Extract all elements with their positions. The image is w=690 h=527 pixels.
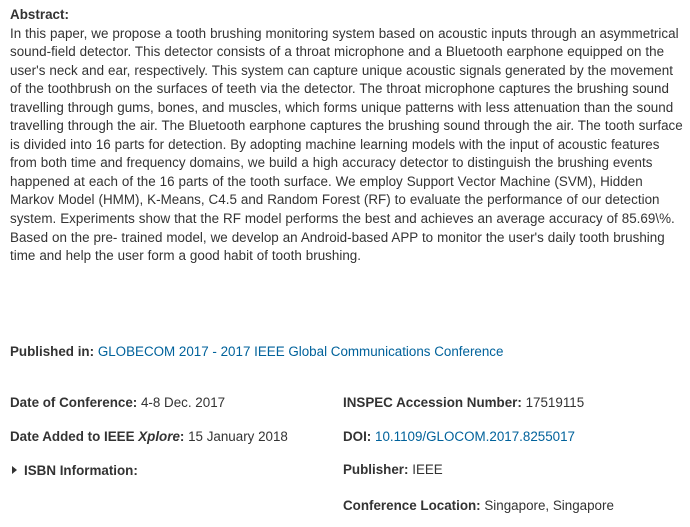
publisher-row [343, 462, 443, 477]
abstract-text: In this paper, we propose a tooth brushing monitoring system based on acoustic inputs through an asymmetrical sound-field detector. This detector consists of a throat microphone and a Bluetooth earphone equipped on the user's neck and ear, respectively. This system can capture unique acoustic signals generated by the movement of the toothbrush on the surfaces of teeth via the detector. The throat microphone captures the brushing sound travelling through gums, bones, and muscles, which forms unique patterns with less attenuation than the sound travelling through the air. The Bluetooth earphone captures the brushing sound through the air. The tooth surface is divided into 16 parts for detection. By adopting machine learning models with the input of acoustic features from both time and frequency domains, we build a high accuracy detector to distinguish the brushing events happened at each of the 16 parts of the tooth surface. We employ Support Vector Machine (SVM), Hidden Markov Model (HMM), K-Means, C4.5 and Random Forest (RF) to evaluate the performance of our detection system. Experiments show that the RF model performs the best and achieves an average accuracy of 85.69\%. Based on the pre- trained model, we develop an Android-based APP to monitor the user's daily tooth brushing time and help the user form a good habit of tooth brushing. [10, 25, 683, 264]
isbn-toggle[interactable] [10, 463, 138, 478]
doi-link[interactable]: 10.1109/GLOCOM.2017.8255017 [375, 429, 576, 444]
inspec-row [343, 395, 584, 410]
conference-location-label: Conference Location: [343, 498, 481, 513]
published-in-label: Published in: [10, 344, 95, 359]
date-added-label: Date Added to IEEE Xplore: [10, 429, 185, 444]
publisher-value: IEEE [412, 462, 443, 477]
conference-location-row [343, 498, 614, 513]
date-added-value: 15 January 2018 [188, 429, 288, 444]
doi-row [343, 429, 575, 444]
inspec-value: 17519115 [525, 395, 585, 410]
publisher-label: Publisher: [343, 462, 409, 477]
caret-right-icon[interactable] [12, 466, 17, 474]
date-of-conference-label: Date of Conference: [10, 395, 138, 410]
date-of-conference-row [10, 395, 225, 410]
abstract-heading: Abstract: [10, 7, 69, 22]
date-added-row [10, 429, 288, 444]
doi-label: DOI: [343, 429, 372, 444]
isbn-label[interactable]: ISBN Information: [24, 462, 138, 478]
isbn-row[interactable] [10, 462, 138, 478]
date-of-conference-value: 4-8 Dec. 2017 [140, 395, 226, 410]
published-in-row [10, 344, 503, 359]
conference-location-value: Singapore, Singapore [484, 498, 614, 513]
abstract-section [10, 6, 686, 266]
published-in-link[interactable]: GLOBECOM 2017 - 2017 IEEE Global Communications Conference [97, 344, 504, 359]
inspec-label: INSPEC Accession Number: [343, 395, 522, 410]
